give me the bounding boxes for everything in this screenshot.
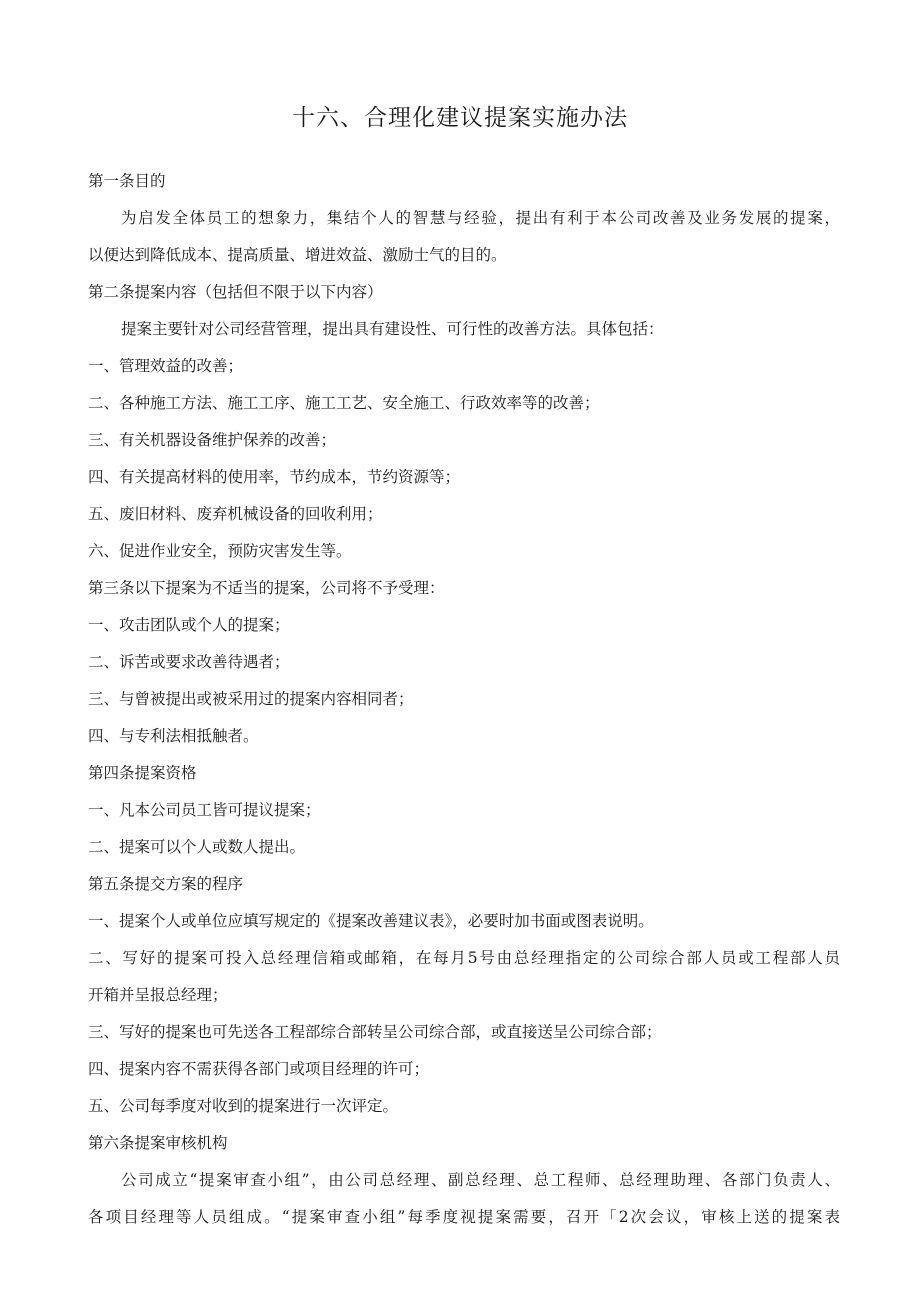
text-line: 四、有关提高材料的使用率，节约成本，节约资源等； (88, 468, 461, 486)
document-title: 十六、合理化建议提案实施办法 (292, 105, 628, 131)
text-line: 第一条目的 (88, 172, 166, 190)
text-line: 三、有关机器设备维护保养的改善； (88, 431, 337, 449)
text-line: 开箱并呈报总经理； (88, 986, 228, 1004)
text-line: 第五条提交方案的程序 (88, 875, 244, 893)
text-line: 为启发全体员工的想象力，集结个人的智慧与经验，提出有利于本公司改善及业务发展的提案， (121, 209, 840, 227)
text-line: 一、凡本公司员工皆可提议提案； (88, 801, 321, 819)
text-line: 公司成立“提案审查小组”，由公司总经理、副总经理、总工程师、总经理助理、各部门负责人、 (121, 1171, 840, 1189)
document-body (88, 163, 840, 1236)
text-line: 以便达到降低成本、提高质量、增进效益、激励士气的目的。 (88, 246, 507, 264)
text-line: 五、公司每季度对收到的提案进行一次评定。 (88, 1097, 399, 1115)
text-line: 各项目经理等人员组成。“提案审查小组”每季度视提案需要，召开「2次会议，审核上送的提案表 (88, 1208, 840, 1226)
text-line: 二、提案可以个人或数人提出。 (88, 838, 306, 856)
text-line: 六、促进作业安全，预防灾害发生等。 (88, 542, 352, 560)
text-line: 第三条以下提案为不适当的提案，公司将不予受理： (88, 579, 445, 597)
text-line: 二、诉苦或要求改善待遇者； (88, 653, 290, 671)
text-line: 二、各种施工方法、施工工序、施工工艺、安全施工、行政效率等的改善； (88, 394, 600, 412)
text-line: 提案主要针对公司经营管理，提出具有建设性、可行性的改善方法。具体包括： (121, 320, 664, 338)
text-line: 一、管理效益的改善； (88, 357, 244, 375)
text-line: 二、写好的提案可投入总经理信箱或邮箱，在每月5号由总经理指定的公司综合部人员或工程部人员 (88, 949, 840, 967)
text-line: 四、与专利法相抵触者。 (88, 727, 259, 745)
text-line: 第六条提案审核机构 (88, 1134, 228, 1152)
text-line: 四、提案内容不需获得各部门或项目经理的许可； (88, 1060, 430, 1078)
text-line: 三、写好的提案也可先送各工程部综合部转呈公司综合部，或直接送呈公司综合部； (88, 1023, 662, 1041)
text-line: 一、攻击团队或个人的提案； (88, 616, 290, 634)
text-line: 三、与曾被提出或被采用过的提案内容相同者； (88, 690, 414, 708)
text-line: 第二条提案内容（包括但不限于以下内容） (88, 283, 383, 301)
text-line: 一、提案个人或单位应填写规定的《提案改善建议表》，必要时加书面或图表说明。 (88, 912, 654, 930)
text-line: 第四条提案资格 (88, 764, 197, 782)
text-line: 五、废旧材料、废弃机械设备的回收利用； (88, 505, 383, 523)
